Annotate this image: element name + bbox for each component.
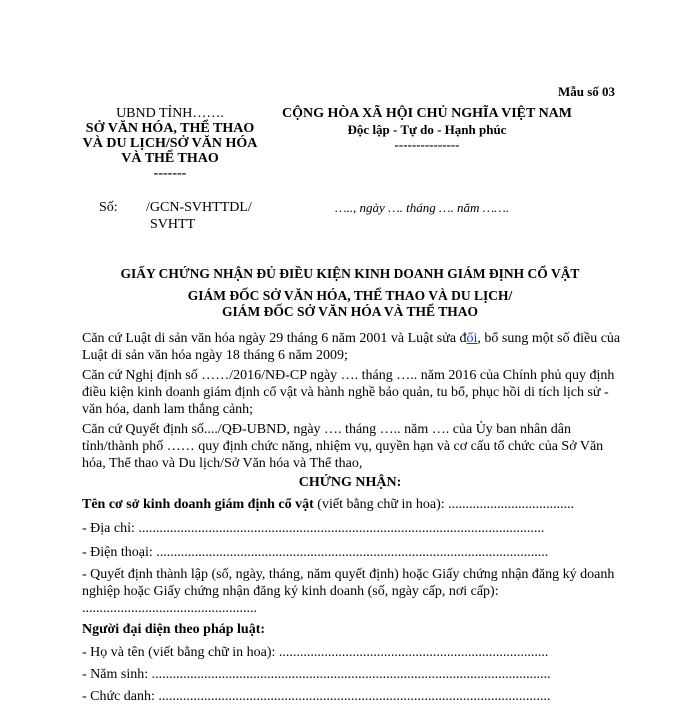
legal-basis-decision: Căn cứ Quyết định số..../QĐ-UBND, ngày …. tháng ….. năm …. của Ủy ban nhân dân tỉnh/thành phố …… quy định chức năng, nhiệm vụ, quyền hạn và cơ cấu tổ chức của Sở Văn hóa, Thể thao và Du lịch/Sở Văn hóa và Thể thao,	[82, 422, 604, 471]
motto-divider: ---------------	[394, 137, 460, 152]
date-line: ….., ngày …. tháng …. năm …….	[335, 200, 510, 215]
authority-dept-line1: SỞ VĂN HÓA, THỂ THAO	[85, 121, 255, 136]
certify-heading: CHỨNG NHẬN:	[298, 475, 402, 490]
document-title: GIẤY CHỨNG NHẬN ĐỦ ĐIỀU KIỆN KINH DOANH GIÁM ĐỊNH CỔ VẬT	[120, 266, 580, 281]
org-name-label: Tên cơ sở kinh doanh giám định cổ vật	[82, 497, 314, 512]
nation-name: CỘNG HÒA XÃ HỘI CHỦ NGHĨA VIỆT NAM	[281, 106, 572, 121]
org-name-hint: (viết bằng chữ in hoa): ....................................	[313, 497, 575, 512]
representative-name-field: - Họ và tên (viết bằng chữ in hoa): .............................................................................	[82, 645, 549, 660]
document-number-code: /GCN-SVHTTDL/	[146, 200, 252, 215]
representative-birth-year-field: - Năm sinh: ..................................................................................................................	[82, 667, 551, 682]
signer-title-line2: GIÁM ĐỐC SỞ VĂN HÓA VÀ THỂ THAO	[222, 304, 478, 319]
legal-representative-heading: Người đại diện theo pháp luật:	[82, 622, 266, 637]
representative-position-field: - Chức danh: ................................................................................................................	[82, 689, 551, 704]
signer-title-line1: GIÁM ĐỐC SỞ VĂN HÓA, THỂ THAO VÀ DU LỊCH/	[187, 288, 513, 303]
org-name-field	[82, 497, 574, 513]
national-motto	[272, 105, 582, 151]
authority-province: UBND TỈNH…….	[116, 106, 224, 121]
legal-basis-law: Căn cứ Luật di sản văn hóa ngày 29 tháng 6 năm 2001 và Luật sửa đổi, bổ sung một số điều của Luật di sản văn hóa ngày 18 tháng 6 năm 2009;	[82, 331, 621, 363]
authority-dept-line2: VÀ DU LỊCH/SỞ VĂN HÓA	[82, 136, 258, 151]
document-number-code-cont: SVHTT	[150, 217, 196, 232]
document-number-label: Số:	[99, 200, 118, 215]
legal-basis-decree: Căn cứ Nghị định số ……/2016/NĐ-CP ngày …. tháng ….. năm 2016 của Chính phủ quy định điều kiện kinh doanh giám định cổ vật và hành nghề bảo quản, tu bổ, phục hồi di tích lịch sử - văn hóa, danh lam thắng cảnh;	[82, 368, 615, 417]
phone-field: - Điện thoại: ................................................................................................................	[82, 545, 549, 560]
motto: Độc lập - Tự do - Hạnh phúc	[347, 122, 507, 137]
form-number: Mẫu số 03	[558, 84, 616, 99]
issuing-authority	[80, 106, 260, 181]
amended-link[interactable]: ổi	[466, 331, 478, 346]
establishment-decision-field: - Quyết định thành lập (số, ngày, tháng, năm quyết định) hoặc Giấy chứng nhận đăng ký doanh nghiệp hoặc Giấy chứng nhận đăng ký kinh doanh (số, ngày cấp, nơi cấp): ..................................................	[82, 567, 615, 616]
authority-divider: -------	[153, 166, 187, 181]
address-field: - Địa chỉ: ....................................................................................................................	[82, 521, 545, 536]
authority-dept-line3: VÀ THỂ THAO	[121, 151, 219, 166]
